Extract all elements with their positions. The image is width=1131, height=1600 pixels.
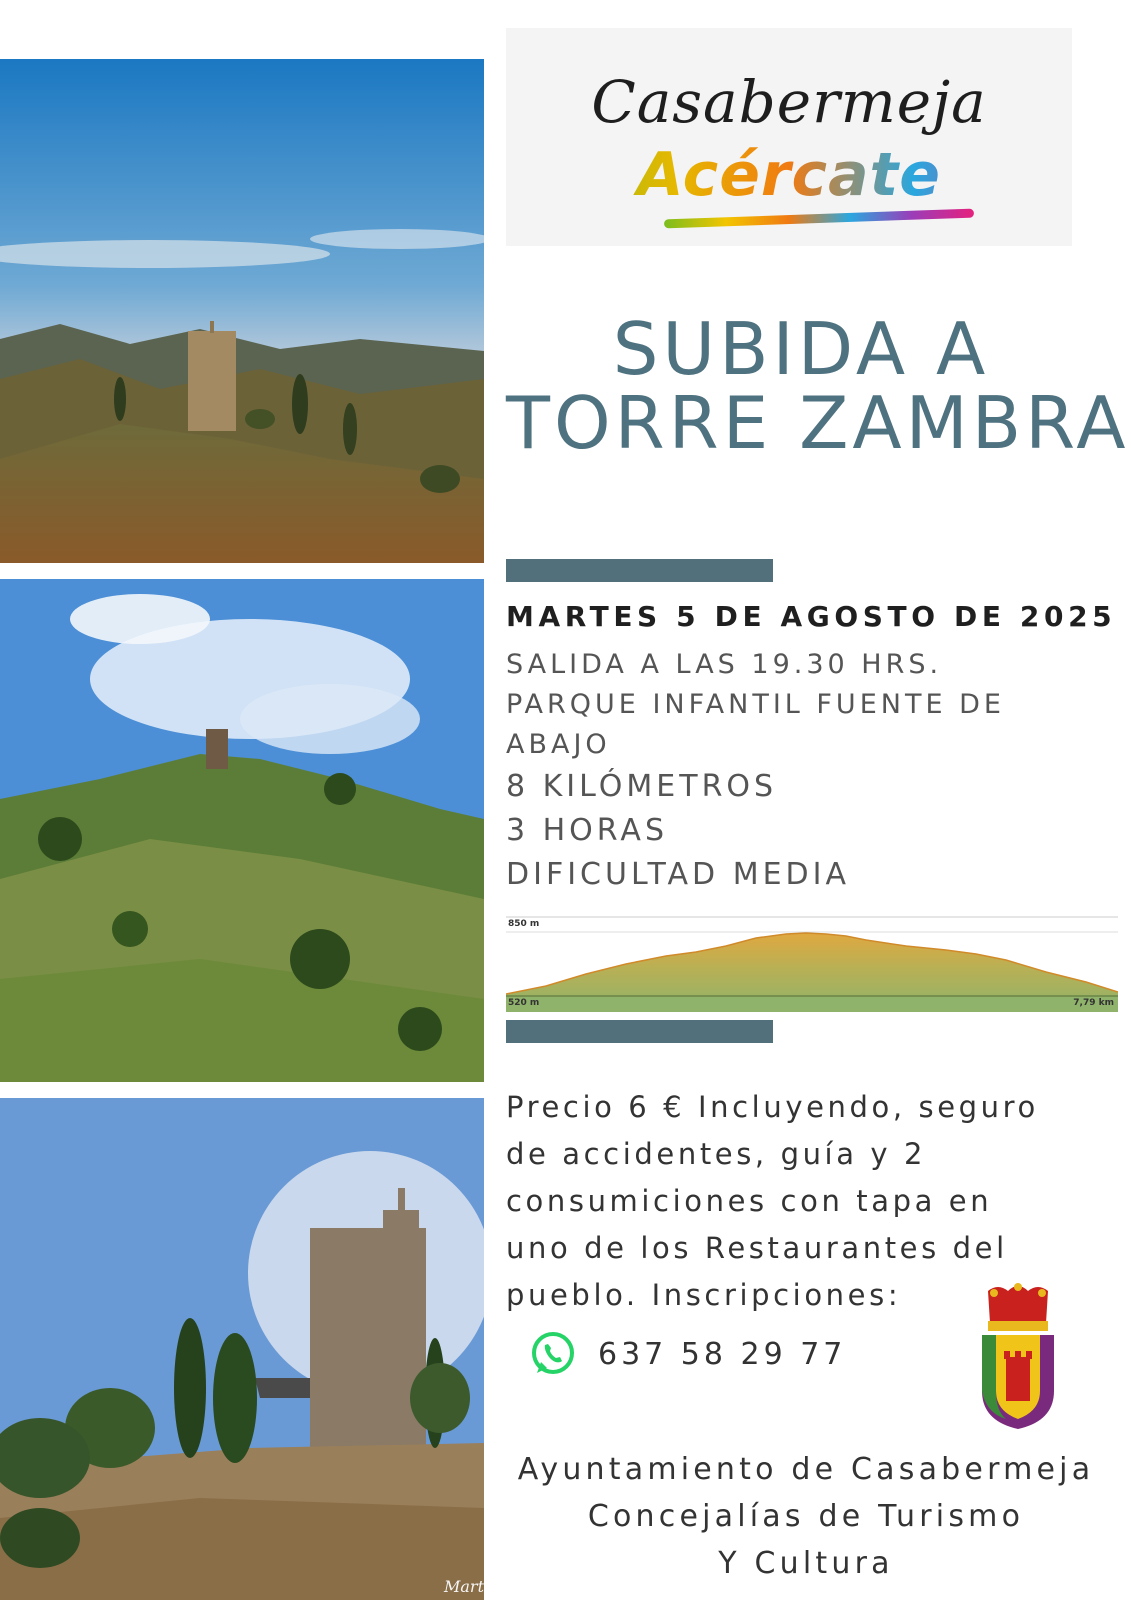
municipal-crest [976,1281,1060,1431]
event-date: MARTES 5 DE AGOSTO DE 2025 [506,600,1117,633]
photo-credit: Mart [444,1577,484,1596]
footer-organizer [506,1446,1106,1587]
logo [506,28,1072,246]
event-place: PARQUE INFANTIL FUENTE DE ABAJO [506,689,1005,760]
elevation-min-label: 520 m [508,998,540,1008]
event-duration: 3 HORAS [506,813,668,848]
whatsapp-icon [528,1329,578,1379]
event-distance: 8 KILÓMETROS [506,769,778,804]
event-departure: SALIDA A LAS 19.30 HRS. [506,649,943,680]
footer-line-1: Ayuntamiento de Casabermeja [517,1452,1095,1487]
logo-name: Casabermeja [591,68,987,136]
event-difficulty: DIFICULTAD MEDIA [506,857,851,892]
logo-tagline: Acércate [506,140,1072,210]
phone-contact [528,1328,846,1380]
elevation-max-label: 850 m [508,919,540,929]
divider-bar-bottom [506,1020,773,1043]
price-info: Precio 6 € Incluyendo, seguro de accidentes, guía y 2 consumiciones con tapa en uno de los Restaurantes del pueblo. Inscripciones: [506,1090,1039,1312]
title-line-1: SUBIDA A [612,307,990,391]
elevation-profile [506,916,1118,1012]
logo-brush-stroke [664,209,974,229]
photo-tower-sunset [0,59,484,563]
elevation-distance-label: 7,79 km [1073,998,1114,1008]
photo-tower-hill [0,579,484,1082]
footer-line-2: Concejalías de Turismo [587,1499,1025,1534]
photo-tower-moon [0,1098,484,1600]
divider-bar-top [506,559,773,582]
phone-number: 637 58 29 77 [598,1336,847,1372]
event-details [506,645,1106,897]
title-line-2: TORRE ZAMBRA [506,381,1130,465]
footer-line-3: Y Cultura [718,1546,894,1581]
page-title [506,307,1130,465]
